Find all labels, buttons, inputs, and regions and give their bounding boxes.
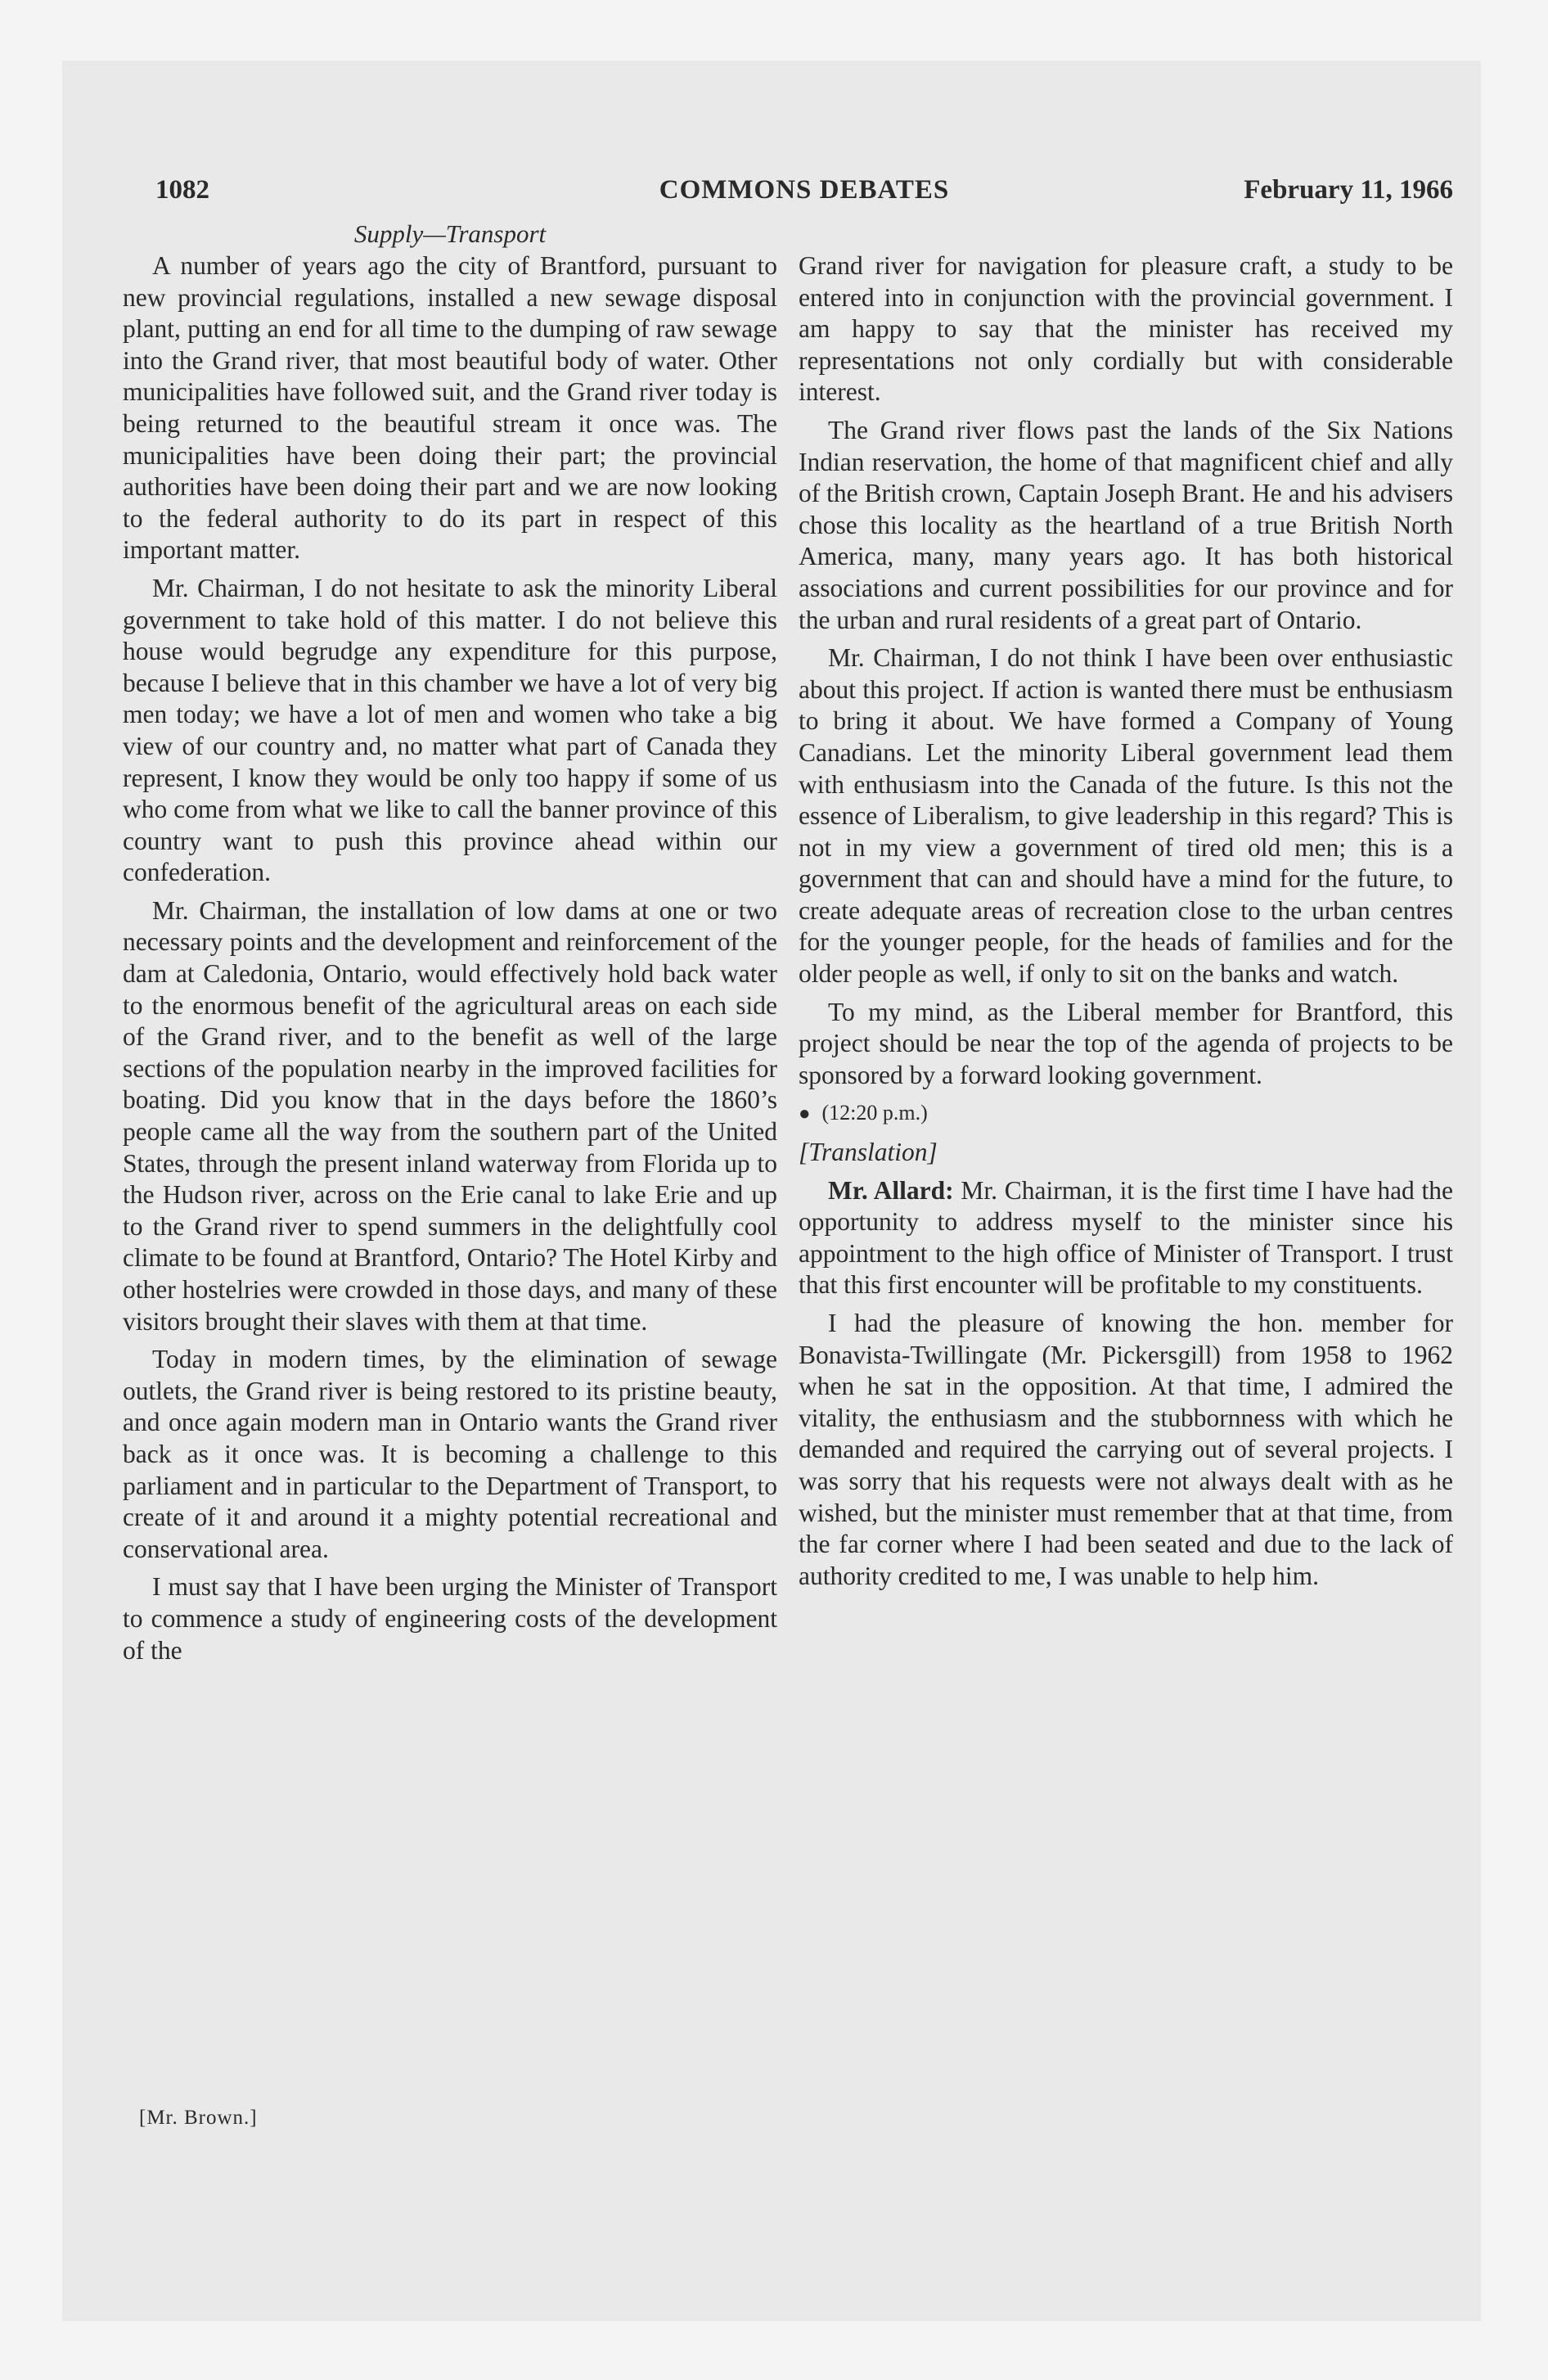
paragraph: I had the pleasure of knowing the hon. member for Bonavista-Twillingate (Mr. Pickersgill) from 1958 to 1962 when he sat in the opposition. At that time, I admired the vitality, the enthusiasm and the stubbornness with which he demanded and required the carrying out of several projects. I was sorry that his requests were not always dealt with as he wished, but the minister must remember that at that time, from the far corner where I had been seated and due to the lack of authority credited to me, I was unable to help him. xyxy=(799,1309,1453,1590)
time-stamp: (12:20 p.m.) xyxy=(821,1101,928,1125)
translation-label: [Translation] xyxy=(799,1138,938,1167)
time-marker xyxy=(799,1098,1453,1130)
paragraph: Grand river for navigation for pleasure craft, a study to be entered into in conjunction with the provincial government. I am happy to say that the minister has received my representations not only cordially but with considerable interest. xyxy=(799,251,1453,407)
paragraph: Today in modern times, by the elimination of sewage outlets, the Grand river is being restored to its pristine beauty, and once again modern man in Ontario wants the Grand river back as it once was. It is becoming a challenge to this parliament and in particular to the Department of Transport, to create of it and around it a mighty potential recreational and conservational area. xyxy=(123,1345,777,1563)
speaker-paragraph xyxy=(799,1175,1453,1301)
paragraph: To my mind, as the Liberal member for Brantford, this project should be near the top of the agenda of projects to be sponsored by a forward looking government. xyxy=(799,997,1453,1089)
right-column xyxy=(799,250,1453,1598)
section-title: Supply—Transport xyxy=(353,219,547,248)
page-header xyxy=(155,175,1453,216)
paragraph: Mr. Chairman, the installation of low dams at one or two necessary points and the development and reinforcement of the dam at Caledonia, Ontario, would effectively hold back water to the enormous benefit of the agricultural areas on each side of the Grand river, and to the benefit as well of the large sections of the population nearby in the improved facilities for boating. Did you know that in the days before the 1860’s people came all the way from the southern part of the United States, through the present inland waterway from Florida up to the Hudson river, across on the Erie canal to lake Erie and up to the Grand river to spend summers in the delightfully cool climate to be found at Brantford, Ontario? The Hotel Kirby and other hostelries were crowded in those days, and many of these visitors brought their slaves with them at that time. xyxy=(123,895,777,1336)
left-column xyxy=(123,250,777,1673)
bullet-icon: ● xyxy=(799,1103,811,1125)
paragraph: A number of years ago the city of Brantford, pursuant to new provincial regulations, installed a new sewage disposal plant, putting an end for all time to the dumping of raw sewage into the Grand river, that most beautiful body of water. Other municipalities have followed suit, and the Grand river today is being returned to the beautiful stream it once was. The municipalities have been doing their part; the provincial authorities have been doing their part and we are now looking to the federal authority to do its part in respect of this important matter. xyxy=(123,251,777,565)
speaker-name: Mr. Allard: xyxy=(828,1175,954,1205)
speaker-attribution: [Mr. Brown.] xyxy=(139,2107,258,2129)
journal-title: COMMONS DEBATES xyxy=(659,175,950,205)
paragraph: Mr. Chairman, I do not think I have been over enthusiastic about this project. If action is wanted there must be enthusiasm to bring it about. We have formed a Company of Young Canadians. Let the minority Liberal government lead them with enthusiasm into the Canada of the future. Is this not the essence of Liberalism, to give leadership in this regard? This is not in my view a government of tired old men; this is a government that can and should have a mind for the future, to create adequate areas of recreation close to the urban centres for the younger people, for the heads of families and for the older people as well, if only to sit on the banks and watch. xyxy=(799,643,1453,989)
paragraph: Mr. Chairman, I do not hesitate to ask the minority Liberal government to take hold of this matter. I do not believe this house would begrudge any expenditure for this purpose, because I believe that in this chamber we have a lot of very big men today; we have a lot of men and women who take a big view of our country and, no matter what part of Canada they represent, I know they would be only too happy if some of us who come from what we like to call the banner province of this country want to push this province ahead within our confederation. xyxy=(123,573,777,887)
page-number: 1082 xyxy=(155,175,209,205)
paragraph: I must say that I have been urging the Minister of Transport to commence a study of engineering costs of the development of the xyxy=(123,1572,777,1665)
debate-date: February 11, 1966 xyxy=(1244,175,1453,205)
paragraph: The Grand river flows past the lands of the Six Nations Indian reservation, the home of that magnificent chief and ally of the British crown, Captain Joseph Brant. He and his advisers chose this locality as the heartland of a true British North America, many, many years ago. It has both historical associations and current possibilities for our province and for the urban and rural residents of a great part of Ontario. xyxy=(799,415,1453,634)
speaker-text: Mr. Chairman, it is the first time I have had the opportunity to address myself to the minister since his appointment to the high office of Minister of Transport. I trust that this first encounter will be profitable to my constituents. xyxy=(799,1175,1453,1300)
